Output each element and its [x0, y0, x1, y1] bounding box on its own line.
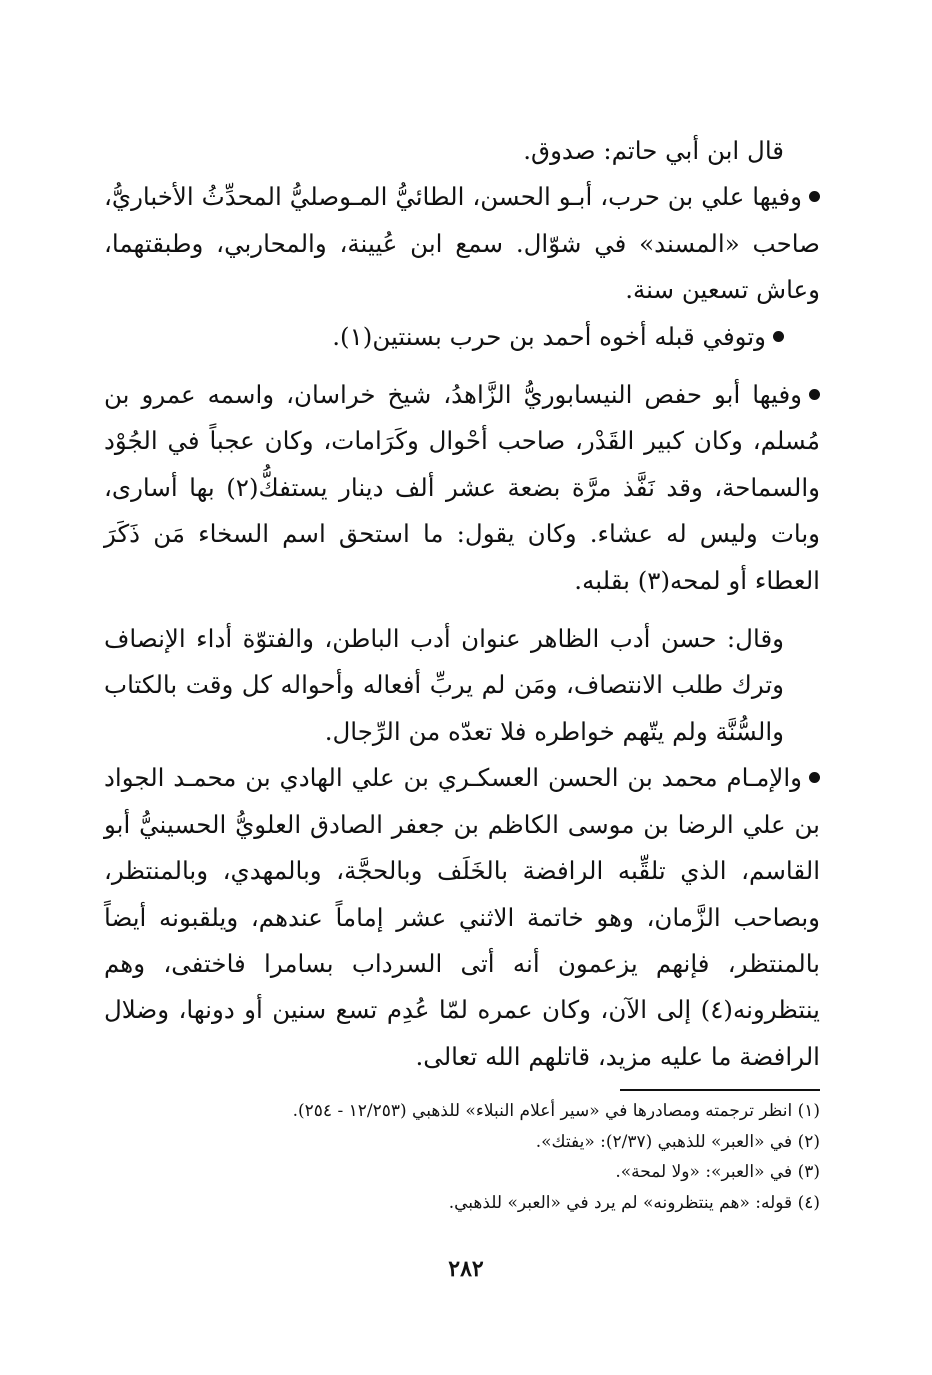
footnote-3: (٣) في «العبر»: «ولا لمحة». [615, 1162, 820, 1182]
bullet-icon [773, 331, 784, 342]
footnotes [104, 1096, 820, 1218]
paragraph-3 [104, 314, 820, 360]
paragraph-6 [104, 755, 820, 1080]
paragraph-3-text: وتوفي قبله أخوه أحمد بن حرب بسنتين(١). [332, 321, 766, 351]
bullet-icon [809, 191, 820, 202]
paragraph-4-text: وفيها أبو حفص النيسابوريُّ الزَّاهدُ، شيخ خراسان، واسمه عمرو بن مُسلم، وكان كبير القَدْر، صاحب أحْوال وكَرَامات، وكان عجباً في الجُوْد والسماحة، وقد نَفَّذ مرَّة بضعة عشر ألف دينار يستفكُّ(٢) بها أسارى، وبات وليس له عشاء. وكان يقول: ما استحق اسم السخاء مَن ذَكَرَ العطاء أو لمحه(٣) بقلبه. [104, 380, 821, 595]
paragraph-5: وقال: حسن أدب الظاهر عنوان أدب الباطن، والفتوّة أداء الإنصاف وترك طلب الانتصاف، ومَن لم يربِّ أفعاله وأحواله كل وقت بالكتاب والسُّنَّة ولم يتّهم خواطره فلا تعدّه من الرِّجال. [104, 624, 784, 746]
paragraph-6-text: والإمـام محمد بن الحسن العسكـري بن علي الهادي بن محمـد الجواد بن علي الرضا بن موسى الكاظم بن جعفر الصادق العلويُّ الحسينيُّ أبو القاسم، الذي تلقِّبه الرافضة بالخَلَف وبالحجَّة، وبالمهدي، وبالمنتظر، وبصاحب الزَّمان، وهو خاتمة الاثني عشر إماماً عندهم، ويلقبونه أيضاً بالمنتظر، فإنهم يزعمون أنه أتى السرداب بسامرا فاختفى، وهم ينتظرونه(٤) إلى الآن، وكان عمره لمّا عُدِم تسع سنين أو دونها، وضلال الرافضة ما عليه مزيد، قاتلهم الله تعالى. [104, 763, 820, 1071]
page-number: ٢٨٢ [448, 1256, 484, 1282]
paragraph-1: قال ابن أبي حاتم: صدوق. [523, 136, 784, 165]
footnote-1: (١) انظر ترجمته ومصادرها في «سير أعلام النبلاء» للذهبي (١٢/٢٥٣ - ٢٥٤). [292, 1101, 820, 1121]
footnote-2: (٢) في «العبر» للذهبي (٢/٣٧): «يفتك». [535, 1131, 820, 1152]
footnote-divider [620, 1089, 820, 1091]
paragraph-2-text: وفيها علي بن حرب، أبـو الحسن، الطائيُّ المـوصليُّ المحدِّثُ الأخباريُّ، صاحب «المسند» في شوّال. سمع ابن عُيينة، والمحاربي، وطبقتهما، وعاش تسعين سنة. [104, 182, 820, 305]
paragraph-4 [104, 372, 820, 604]
footnote-4: (٤) قوله: «هم ينتظرونه» لم يرد في «العبر» للذهبي. [448, 1192, 820, 1213]
bullet-icon [809, 389, 820, 400]
main-text [104, 128, 820, 1080]
paragraph-2 [104, 174, 820, 313]
bullet-icon [809, 772, 820, 783]
